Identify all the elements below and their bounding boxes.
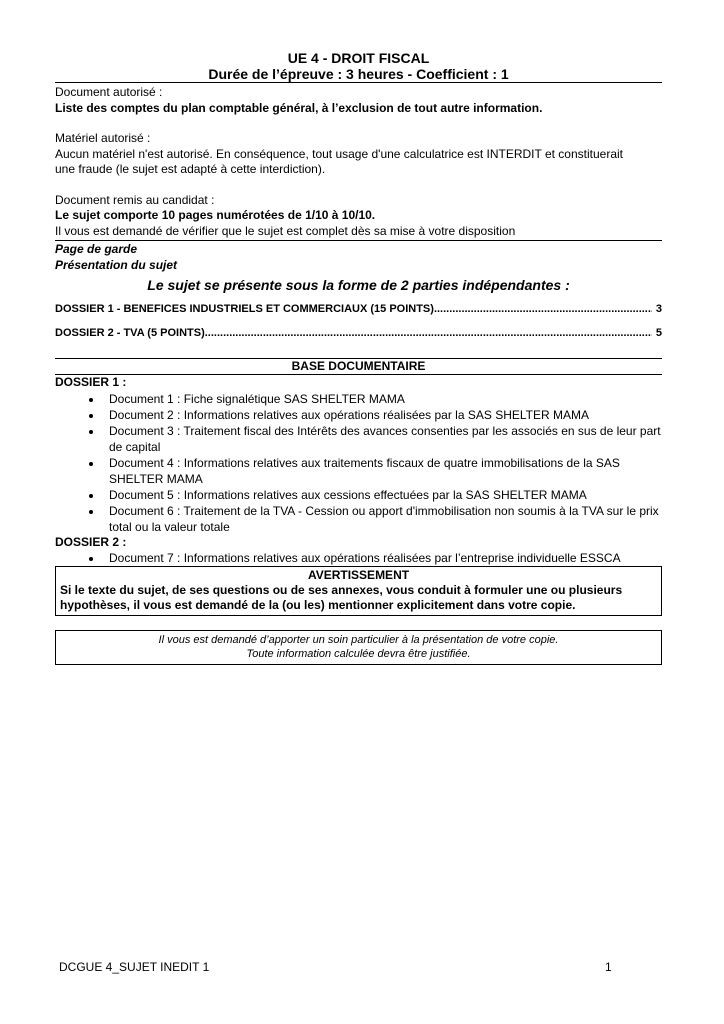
candidate-document-label: Document remis au candidat :	[55, 192, 215, 207]
list-item: • Document 3 : Traitement fiscal des Intérêts des avances consenties par les associés en sus de leur part de capital	[103, 423, 662, 455]
candidate-document-text: Il vous est demandé de vérifier que le sujet est complet dès sa mise à votre disposition	[55, 223, 516, 238]
list-item: • Document 2 : Informations relatives aux opérations réalisées par la SAS SHELTER MAMA	[103, 407, 662, 423]
exam-subtitle: Durée de l’épreuve : 3 heures - Coefficient : 1	[208, 66, 509, 82]
toc-item	[55, 326, 662, 340]
contents-intro: Le sujet se présente sous la forme de 2 parties indépendantes :	[147, 277, 570, 293]
toc-page: 5	[655, 327, 662, 339]
contents-page-2: Présentation du sujet	[55, 257, 178, 272]
list-item: • Document 1 : Fiche signalétique SAS SHELTER MAMA	[103, 391, 662, 407]
dossier1-label: DOSSIER 1 :	[55, 375, 127, 389]
warning-box	[55, 566, 662, 616]
toc-page: 3	[655, 303, 662, 315]
dossier2-label: DOSSIER 2 :	[55, 534, 127, 549]
authorized-material-line2: une fraude (le sujet est adapté à cette interdiction).	[55, 162, 326, 176]
presentation-note	[55, 630, 662, 665]
list-item: • Document 4 : Informations relatives aux traitements fiscaux de quatre immobilisations de la SAS SHELTER MAMA	[103, 455, 662, 487]
list-item: • Document 5 : Informations relatives aux cessions effectuées par la SAS SHELTER MAMA	[103, 487, 662, 503]
list-item: • Document 7 : Informations relatives aux opérations réalisées par l’entreprise individuelle ESSCA	[103, 550, 662, 566]
divider	[55, 82, 662, 83]
toc-leader	[434, 302, 652, 316]
toc-label: DOSSIER 2 - TVA (5 POINTS)	[55, 327, 205, 339]
candidate-document-bold: Le sujet comporte 10 pages numérotées de 1/10 à 10/10.	[55, 208, 376, 222]
authorized-document-text: Liste des comptes du plan comptable général, à l’exclusion de tout autre information.	[55, 100, 543, 115]
footer-doc-id: DCGUE 4_SUJET INEDIT 1	[59, 960, 210, 974]
note-line2: Toute information calculée devra être justifiée.	[246, 648, 471, 660]
base-documentaire-title: BASE DOCUMENTAIRE	[291, 359, 426, 373]
toc-item	[55, 302, 662, 316]
divider	[55, 240, 662, 241]
toc-leader	[205, 326, 652, 340]
toc-label: DOSSIER 1 - BENEFICES INDUSTRIELS ET COMMERCIAUX (15 POINTS)	[55, 303, 434, 315]
dossier1-list	[55, 391, 662, 535]
authorized-document-label: Document autorisé :	[55, 85, 163, 99]
note-line1: Il vous est demandé d’apporter un soin particulier à la présentation de votre copie.	[158, 634, 559, 646]
contents-page-1: Page de garde	[55, 242, 138, 256]
warning-text: Si le texte du sujet, de ses questions ou de ses annexes, vous conduit à formuler une ou plusieurs hypothèses, il vous est demandé de la (ou les) mentionner explicitement dans votre copie.	[60, 583, 623, 612]
exam-title: UE 4 - DROIT FISCAL	[287, 50, 430, 66]
list-item: • Document 6 : Traitement de la TVA - Cession ou apport d'immobilisation non soumis à la TVA sur le prix total ou la valeur totale	[103, 503, 662, 535]
authorized-material-line1: Aucun matériel n'est autorisé. En conséquence, tout usage d'une calculatrice est INTERDIT et constituerait	[55, 146, 623, 161]
dossier2-list	[55, 550, 662, 566]
authorized-material-label: Matériel autorisé :	[55, 131, 151, 145]
warning-title: AVERTISSEMENT	[307, 568, 410, 582]
footer-page-number: 1	[605, 960, 612, 974]
exam-cover-page	[55, 50, 662, 665]
